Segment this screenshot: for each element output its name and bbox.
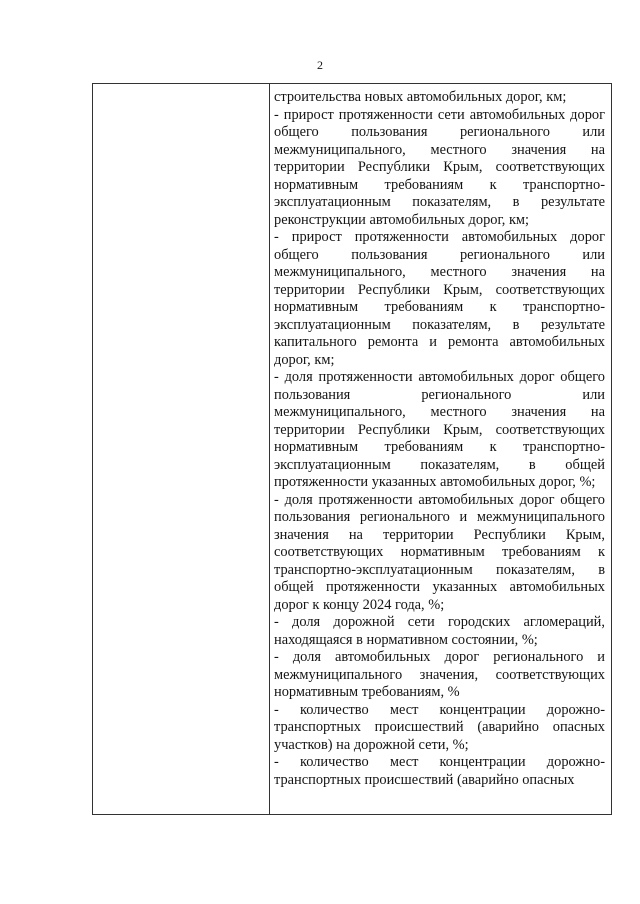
indicator-paragraph: - прирост протяженности автомобильных дорог общего пользования регионального или межмуниципального, местного значения на территории Республики Крым, соответствующих нормативным требованиям к транспортно-эксплуатационным показателям, в результате капитального ремонта и ремонта автомобильных дорог, км; (274, 229, 605, 368)
indicator-paragraph: - прирост протяженности сети автомобильных дорог общего пользования регионального или межмуниципального, местного значения на территории Республики Крым, соответствующих нормативным требованиям к транспортно-эксплуатационным показателям, в результате реконструкции автомобильных дорог, км; (274, 106, 605, 228)
indicator-paragraph: - количество мест концентрации дорожно-транспортных происшествий (аварийно опасных (274, 754, 605, 788)
page-number: 2 (317, 58, 323, 72)
indicator-paragraph: - доля автомобильных дорог регионального и межмуниципального значения, соответствующих нормативным требованиям, % (274, 649, 605, 700)
document-table (92, 83, 612, 815)
indicator-paragraph: - доля протяженности автомобильных дорог общего пользования регионального или межмуниципального, местного значения на территории Республики Крым, соответствующих нормативным требованиям к транспортно-эксплуатационным показателям, в общей протяженности указанных автомобильных дорог, %; (274, 369, 605, 490)
table-right-cell (270, 84, 611, 814)
indicator-paragraph: - количество мест концентрации дорожно-транспортных происшествий (аварийно опасных участков) на дорожной сети, %; (274, 701, 605, 753)
indicator-paragraph: строительства новых автомобильных дорог, км; (274, 89, 567, 105)
table-left-cell (93, 84, 270, 814)
indicator-paragraph: - доля протяженности автомобильных дорог общего пользования регионального и межмуниципального значения на территории Республики Крым, соответствующих нормативным требованиям к транспортно-эксплуатационным показателям, в общей протяженности указанных автомобильных дорог к концу 2024 года, %; (274, 491, 605, 613)
indicator-paragraph: - доля дорожной сети городских агломераций, находящаяся в нормативном состоянии, %; (274, 614, 605, 648)
